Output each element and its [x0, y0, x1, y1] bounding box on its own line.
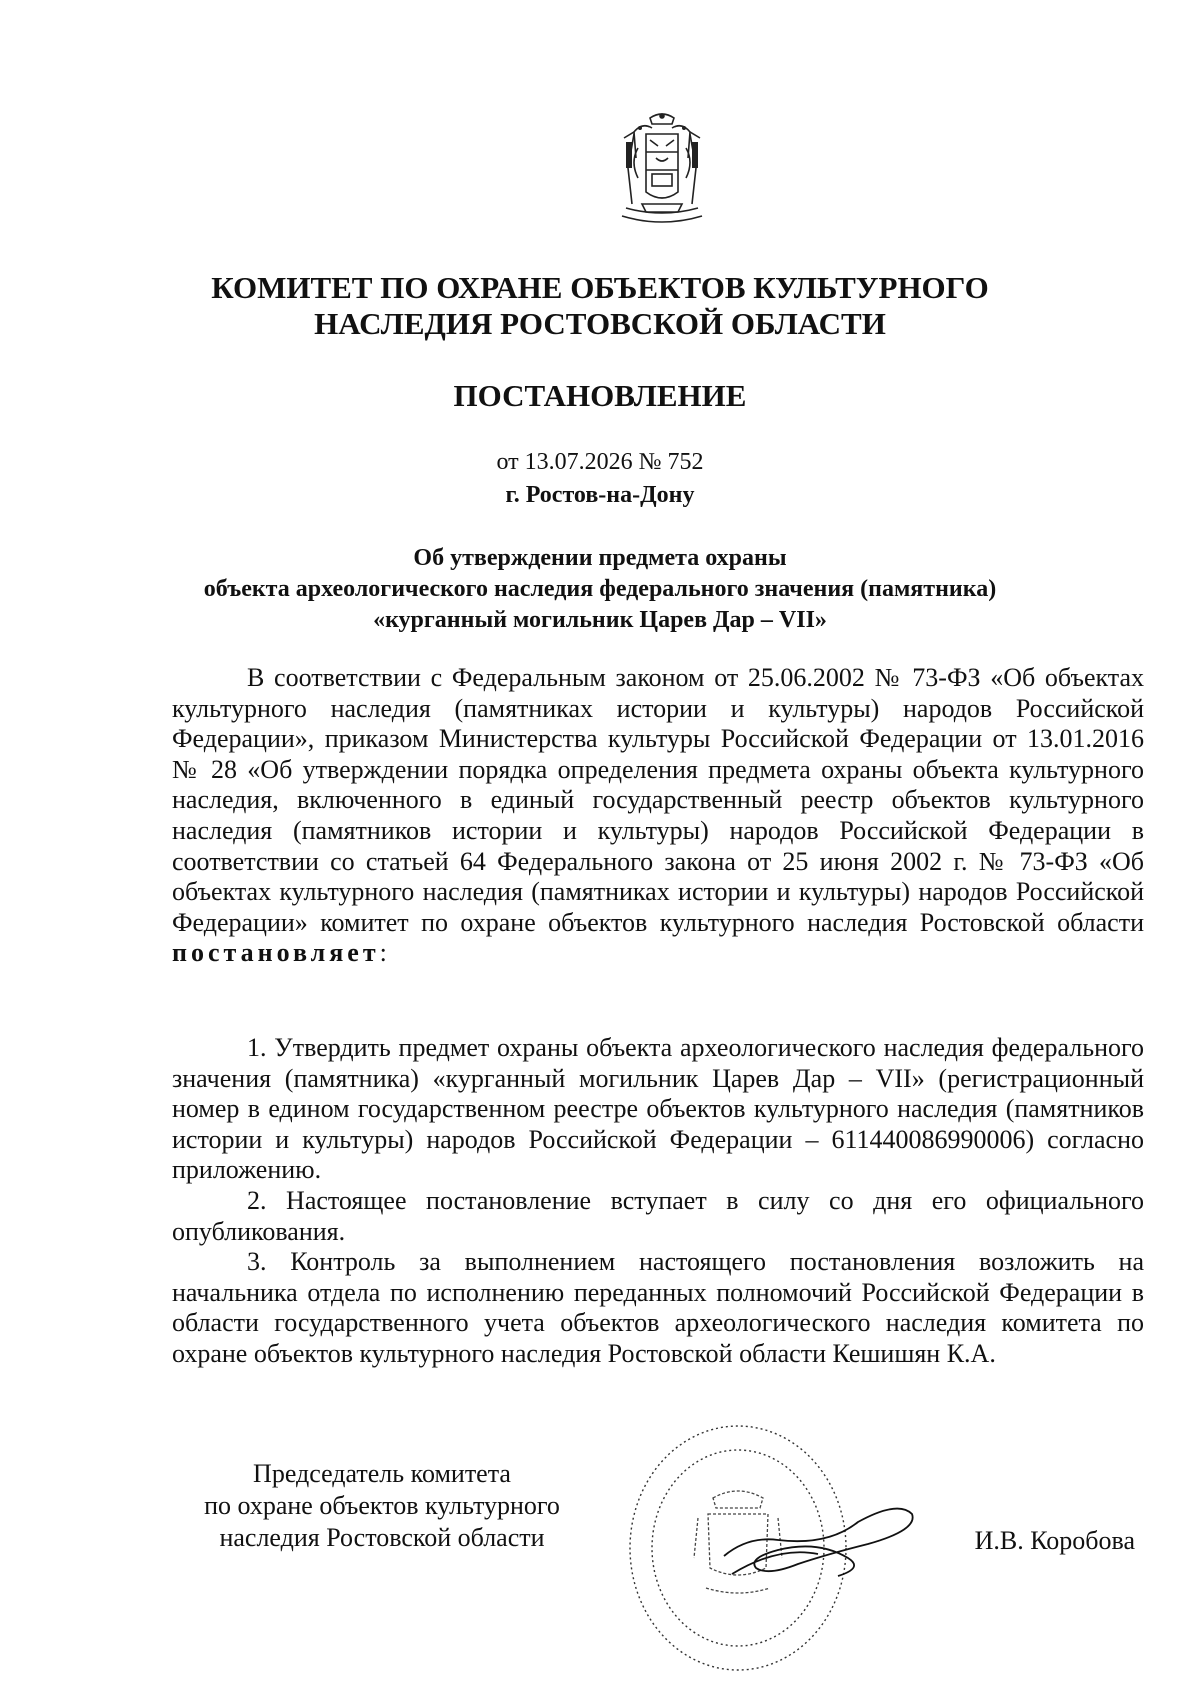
org-line-1: КОМИТЕТ ПО ОХРАНЕ ОБЪЕКТОВ КУЛЬТУРНОГО: [211, 270, 989, 305]
resolution-item-1: 1. Утвердить предмет охраны объекта археологического наследия федерального значения (памятника) «курганный могильник Царев Дар – VII» (регистрационный номер в едином государственном реестре объектов культурного наследия (памятников истории и культуры) народов Российской Федерации – 611440086990006) согласно приложению.: [172, 1033, 1144, 1185]
preamble-text: В соответствии с Федеральным законом от 25.06.2002 № 73-ФЗ «Об объектах культурного наследия (памятниках истории и культуры) народов Российской Федерации», приказом Министерства культуры Российской Федерации от 13.01.2016 № 28 «Об утверждении порядка определения предмета охраны объекта культурного наследия, включенного в единый государственный реестр объектов культурного наследия (памятников истории и культуры) народов Российской Федерации в соответствии со статьей 64 Федерального закона от 25 июня 2002 г. № 73-ФЗ «Об объектах культурного наследия (памятниках истории и культуры) народов Российской Федерации» комитет по охране объектов культурного наследия Ростовской области: [172, 663, 1144, 937]
decree-word: постановляет: [172, 938, 380, 968]
signatory-title-line-1: Председатель комитета: [253, 1459, 511, 1488]
document-date-number: от 13.07.2026 № 752: [496, 449, 704, 475]
subject-line-2: объекта археологического наследия федерального значения (памятника): [203, 576, 997, 602]
decree-suffix: :: [379, 938, 387, 968]
preamble-paragraph: [172, 663, 1144, 969]
organization-name: [0, 270, 1200, 342]
resolution-items: [172, 1033, 1144, 1370]
signatory-name: И.В. Коробова: [974, 1526, 1135, 1555]
org-line-2: НАСЛЕДИЯ РОСТОВСКОЙ ОБЛАСТИ: [314, 306, 886, 341]
resolution-item-2: 2. Настоящее постановление вступает в силу со дня его официального опубликования.: [172, 1185, 1144, 1246]
subject-line-1: Об утверждении предмета охраны: [413, 545, 787, 571]
coat-of-arms-icon: [612, 108, 712, 230]
signatory-title-line-2: по охране объектов культурного: [204, 1491, 560, 1520]
document-type: ПОСТАНОВЛЕНИЕ: [453, 378, 747, 413]
subject-line-3: «курганный могильник Царев Дар – VII»: [373, 607, 827, 633]
document-subject: [0, 543, 1200, 636]
official-stamp-with-signature: [628, 1418, 958, 1678]
resolution-item-3: 3. Контроль за выполнением настоящего постановления возложить на начальника отдела по исполнению переданных полномочий Российской Федерации в области государственного учета объектов археологического наследия комитета по охране объектов культурного наследия Ростовской области Кешишян К.А.: [172, 1247, 1144, 1368]
signatory-title: [172, 1458, 592, 1554]
signatory-title-line-3: наследия Ростовской области: [219, 1523, 545, 1552]
document-city: г. Ростов-на-Дону: [505, 482, 695, 508]
